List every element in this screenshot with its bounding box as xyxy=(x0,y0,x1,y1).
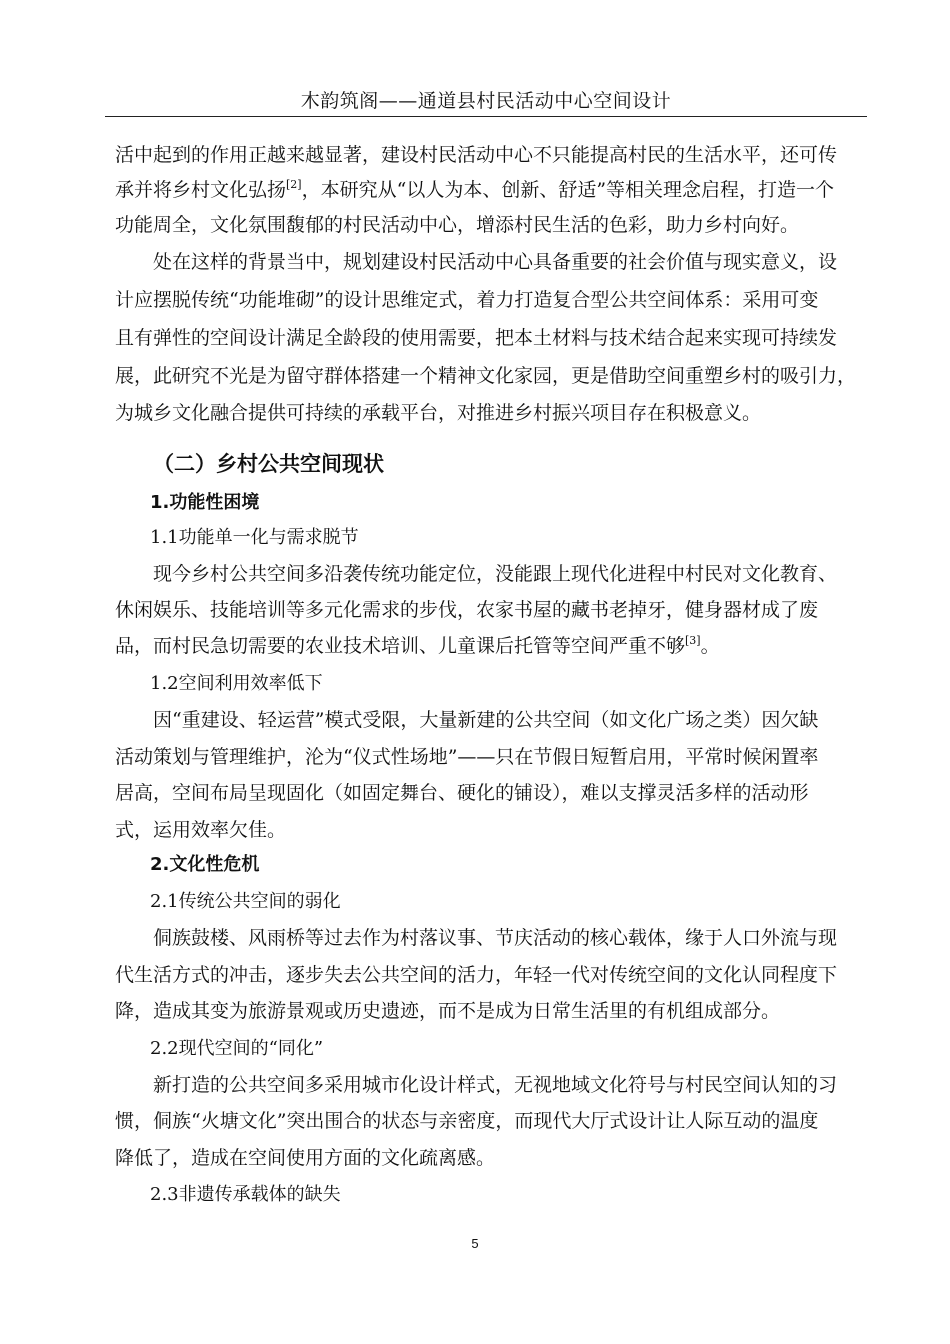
body-line: 侗族鼓楼、风雨桥等过去作为村落议事、节庆活动的核心载体，缘于人口外流与现 xyxy=(153,927,838,949)
body-line: 现今乡村公共空间多沿袭传统功能定位，没能跟上现代化进程中村民对文化教育、 xyxy=(153,563,838,585)
body-line: 式，运用效率欠佳。 xyxy=(115,819,287,841)
page-number: 5 xyxy=(471,1236,479,1251)
body-line: 展，此研究不光是为留守群体搭建一个精神文化家园，更是借助空间重塑乡村的吸引力， xyxy=(115,365,857,387)
subsubsection-heading: 2.2现代空间的“同化” xyxy=(150,1038,324,1059)
body-line: 且有弹性的空间设计满足全龄段的使用需要，把本土材料与技术结合起来实现可持续发 xyxy=(115,327,838,349)
body-line: 处在这样的背景当中，规划建设村民活动中心具备重要的社会价值与现实意义，设 xyxy=(153,251,838,273)
body-line: 降，造成其变为旅游景观或历史遗迹，而不是成为日常生活里的有机组成部分。 xyxy=(115,1000,781,1022)
body-line xyxy=(115,634,720,658)
body-line: 降低了，造成在空间使用方面的文化疏离感。 xyxy=(115,1147,496,1169)
body-text: ，本研究从“以人为本、创新、舒适”等相关理念启程，打造一个 xyxy=(301,179,835,201)
body-line: 活中起到的作用正越来越显著，建设村民活动中心不只能提高村民的生活水平，还可传 xyxy=(115,144,838,166)
body-text: 品，而村民急切需要的农业技术培训、儿童课后托管等空间严重不够 xyxy=(115,635,686,657)
body-text: 。 xyxy=(700,635,720,657)
body-line: 代生活方式的冲击，逐步失去公共空间的活力，年轻一代对传统空间的文化认同程度下 xyxy=(115,964,838,986)
citation-marker[interactable]: [3] xyxy=(685,633,701,647)
section-title: （二）乡村公共空间现状 xyxy=(153,452,384,476)
body-line: 新打造的公共空间多采用城市化设计样式，无视地域文化符号与村民空间认知的习 xyxy=(153,1074,838,1096)
running-header: 木韵筑阁——通道县村民活动中心空间设计 xyxy=(105,86,867,117)
subsection-heading: 2.文化性危机 xyxy=(150,854,260,875)
body-line: 活动策划与管理维护，沦为“仪式性场地”——只在节假日短暂启用，平常时候闲置率 xyxy=(115,746,819,768)
body-line: 因“重建设、轻运营”模式受限，大量新建的公共空间（如文化广场之类）因欠缺 xyxy=(153,709,819,731)
body-line xyxy=(115,178,834,202)
subsubsection-heading: 2.1传统公共空间的弱化 xyxy=(150,891,341,912)
body-line: 居高，空间布局呈现固化（如固定舞台、硬化的铺设），难以支撑灵活多样的活动形 xyxy=(115,782,809,804)
subsection-heading: 1.功能性困境 xyxy=(150,492,260,513)
subsubsection-heading: 1.2空间利用效率低下 xyxy=(150,673,323,694)
body-line: 休闲娱乐、技能培训等多元化需求的步伐，农家书屋的藏书老掉牙，健身器材成了废 xyxy=(115,599,819,621)
subsubsection-heading: 1.1功能单一化与需求脱节 xyxy=(150,527,359,548)
body-line: 为城乡文化融合提供可持续的承载平台，对推进乡村振兴项目存在积极意义。 xyxy=(115,402,762,424)
body-line: 惯，侗族“火塘文化”突出围合的状态与亲密度，而现代大厅式设计让人际互动的温度 xyxy=(115,1110,819,1132)
subsubsection-heading: 2.3非遗传承载体的缺失 xyxy=(150,1184,341,1205)
citation-marker[interactable]: [2] xyxy=(286,177,302,191)
body-text: 承并将乡村文化弘扬 xyxy=(115,179,287,201)
body-line: 功能周全，文化氛围馥郁的村民活动中心，增添村民生活的色彩，助力乡村向好。 xyxy=(115,214,800,236)
body-line: 计应摆脱传统“功能堆砌”的设计思维定式，着力打造复合型公共空间体系：采用可变 xyxy=(115,289,819,311)
